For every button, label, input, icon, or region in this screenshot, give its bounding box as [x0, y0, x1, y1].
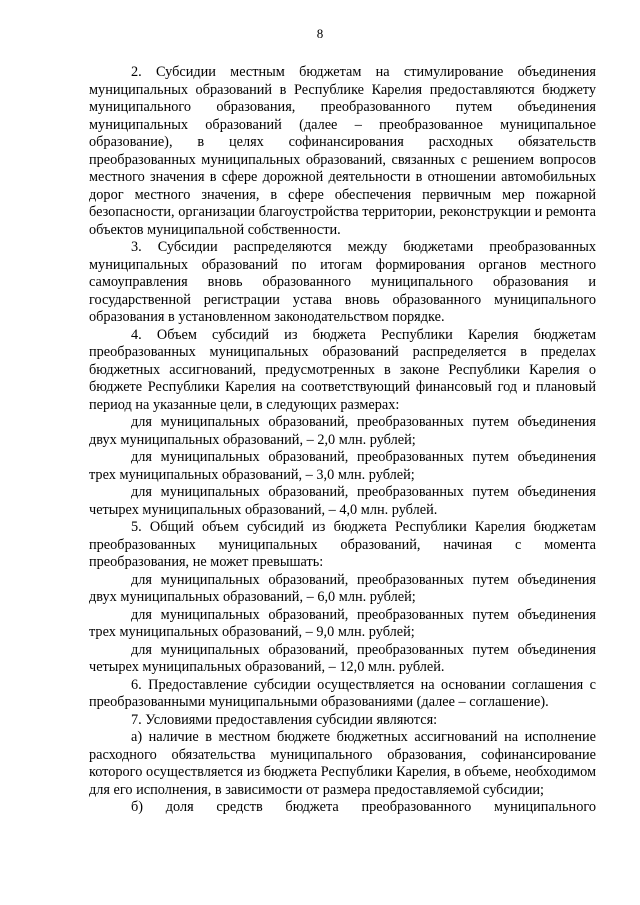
limit-item-two-municipalities: для муниципальных образований, преобразованных путем объединения двух муниципальных образований, – 6,0 млн. рублей;: [89, 571, 596, 605]
limit-item-three-municipalities: для муниципальных образований, преобразованных путем объединения трех муниципальных образований, – 9,0 млн. рублей;: [89, 606, 596, 640]
paragraph-4-subsidy-amounts: 4. Объем субсидий из бюджета Республики Карелия бюджетам преобразованных муниципальных образований распределяется в пределах бюджетных ассигнований, предусмотренных в законе Республики Карелия о бюджете Республики Карелия на соответствующий финансовый год и плановый период на указанные цели, в следующих размерах:: [89, 326, 596, 413]
limit-item-four-municipalities: для муниципальных образований, преобразованных путем объединения четырех муниципальных образований, – 12,0 млн. рублей.: [89, 641, 596, 675]
page-number: 8: [316, 26, 324, 41]
paragraph-7-conditions: 7. Условиями предоставления субсидии являются:: [131, 711, 438, 728]
paragraph-2-subsidy-purpose: 2. Субсидии местным бюджетам на стимулирование объединения муниципальных образований в Республике Карелия предоставляются бюджету муниципального образования, преобразованного путем объединения муниципальных образований (далее – преобразованное муниципальное образование), в целях софинансирования расходных обязательств преобразованных муниципальных образований, связанных с решением вопросов местного значения в сфере дорожной деятельности в отношении автомобильных дорог местного значения, в сфере обеспечения первичным мер пожарной безопасности, организации благоустройства территории, реконструкции и ремонта объектов муниципальной собственности.: [89, 64, 596, 238]
amount-item-three-municipalities: для муниципальных образований, преобразованных путем объединения трех муниципальных образований, – 3,0 млн. рублей;: [89, 449, 596, 483]
amount-item-four-municipalities: для муниципальных образований, преобразованных путем объединения четырех муниципальных образований, – 4,0 млн. рублей.: [89, 484, 596, 518]
condition-item-b: б) доля средств бюджета преобразованного муниципального: [131, 799, 596, 815]
paragraph-6-agreement: 6. Предоставление субсидии осуществляется на основании соглашения с преобразованными муниципальными образованиями (далее – соглашение).: [89, 676, 596, 710]
amount-item-two-municipalities: для муниципальных образований, преобразованных путем объединения двух муниципальных образований, – 2,0 млн. рублей;: [89, 414, 596, 448]
document-body: [89, 64, 596, 817]
condition-item-a: а) наличие в местном бюджете бюджетных ассигнований на исполнение расходного обязательства муниципального образования, софинансирование которого осуществляется из бюджета Республики Карелия, в объеме, необходимом для его исполнения, в зависимости от размера предоставляемой субсидии;: [89, 729, 596, 798]
paragraph-5-total-limit: 5. Общий объем субсидий из бюджета Республики Карелия бюджетам преобразованных муниципальных образований, начиная с момента преобразования, не может превышать:: [89, 519, 596, 570]
paragraph-3-subsidy-distribution: 3. Субсидии распределяются между бюджетами преобразованных муниципальных образований по итогам формирования органов местного самоуправления вновь образованного муниципального образования и государственной регистрации устава вновь образованного муниципального образования в установленном законодательством порядке.: [89, 239, 596, 325]
